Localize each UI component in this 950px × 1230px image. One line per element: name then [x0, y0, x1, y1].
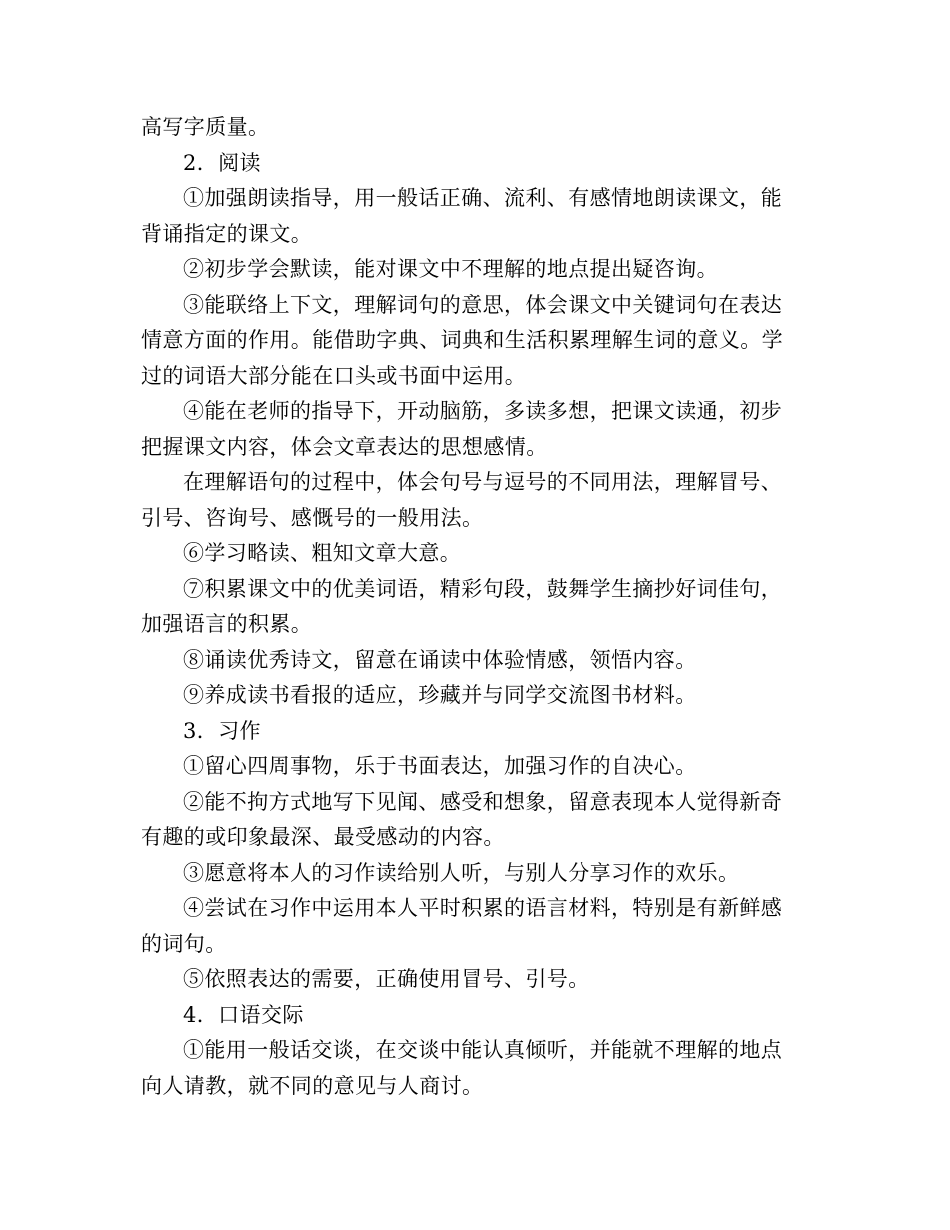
text-line: ①加强朗读指导，用一般话正确、流利、有感情地朗读课文，能: [183, 186, 783, 210]
text-line: ⑧诵读优秀诗文，留意在诵读中体验情感，领悟内容。: [183, 647, 697, 672]
text-line: ⑨养成读书看报的适应，珍藏并与同学交流图书材料。: [183, 683, 697, 707]
text-line: 背诵指定的课文。: [141, 221, 313, 246]
text-line: ⑥学习略读、粗知文章大意。: [183, 541, 462, 565]
text-line: ②能不拘方式地写下见闻、感受和想象，留意表现本人觉得新奇: [183, 789, 783, 814]
text-line: 向人请教，就不同的意见与人商讨。: [141, 1073, 484, 1098]
text-line: ④尝试在习作中运用本人平时积累的语言材料，特别是有新鲜感: [183, 896, 783, 920]
text-line: 过的词语大部分能在口头或书面中运用。: [141, 363, 527, 388]
text-line: ③愿意将本人的习作读给别人听，与别人分享习作的欢乐。: [183, 860, 740, 885]
text-line: 引号、咨询号、感慨号的一般用法。: [141, 505, 484, 530]
text-line: 加强语言的积累。: [141, 612, 313, 636]
text-line: 情意方面的作用。能借助字典、词典和生活积累理解生词的意义。学: [141, 328, 783, 352]
document-body: [141, 110, 811, 1104]
text-line: 3．习作: [183, 718, 261, 743]
text-line: 2．阅读: [183, 150, 261, 175]
text-line: ②初步学会默读，能对课文中不理解的地点提出疑咨询。: [183, 257, 718, 281]
text-line: ④能在老师的指导下，开动脑筋，多读多想，把课文读通，初步: [183, 399, 783, 423]
text-line: ①能用一般话交谈，在交谈中能认真倾听，并能就不理解的地点: [183, 1038, 783, 1062]
text-line: ③能联络上下文，理解词句的意思，体会课文中关键词句在表达: [183, 292, 783, 317]
text-line: ⑤依照表达的需要，正确使用冒号、引号。: [183, 967, 590, 991]
text-line: ①留心四周事物，乐于书面表达，加强习作的自决心。: [183, 754, 697, 778]
text-line: 的词句。: [141, 931, 227, 956]
text-line: 高写字质量。: [141, 115, 270, 139]
text-line: 有趣的或印象最深、最受感动的内容。: [141, 825, 505, 849]
text-line: 把握课文内容，体会文章表达的思想感情。: [141, 434, 548, 459]
text-line: ⑦积累课文中的优美词语，精彩句段，鼓舞学生摘抄好词佳句，: [183, 576, 783, 601]
text-line: 在理解语句的过程中，体会句号与逗号的不同用法，理解冒号、: [183, 470, 783, 494]
text-line: 4．口语交际: [183, 1002, 304, 1027]
